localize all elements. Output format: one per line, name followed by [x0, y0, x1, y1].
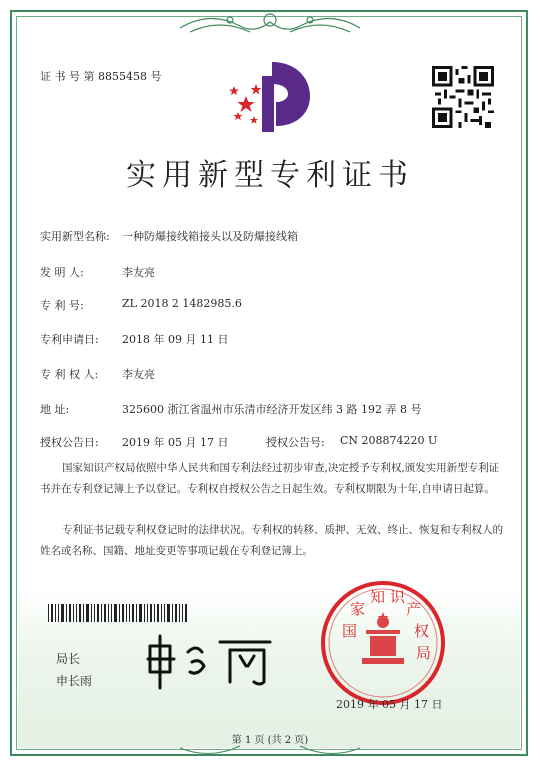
certificate-number [40, 68, 162, 84]
patentee-name: 李友亮 [122, 368, 155, 381]
patent-office-logo [226, 56, 318, 136]
director-name: 申长雨 [56, 674, 93, 688]
filing-date: 2018 年 09 月 11 日 [122, 333, 229, 346]
patentee-label: 专 利 权 人: [40, 368, 99, 381]
inventor-name: 李友亮 [122, 266, 155, 279]
seal-char-2: 家 [350, 600, 366, 618]
director-signature [140, 632, 280, 692]
legal-status-paragraph: 专利证书记载专利权登记时的法律状况。专利权的转移、质押、无效、终止、恢复和专利权人的姓名或名称、国籍、地址变更等事项记载在专利登记簿上。 [40, 524, 503, 557]
official-seal [318, 578, 448, 708]
grant-date-label: 授权公告日: [40, 436, 99, 449]
seal-char-3: 知 [370, 588, 386, 606]
director-title: 局长 [56, 652, 81, 666]
grant-number: CN 208874220 U [340, 434, 438, 447]
certificate-title: 实用新型专利证书 [126, 158, 414, 193]
utility-model-name-label: 实用新型名称: [40, 230, 110, 243]
top-ornament [170, 8, 370, 42]
barcode [48, 604, 188, 622]
grant-statement-paragraph: 国家知识产权局依照中华人民共和国专利法经过初步审查,决定授予专利权,颁发实用新型专利证书并在专利登记簿上予以登记。专利权自授权公告之日起生效。专利权期限为十年,自申请日起算。 [40, 462, 500, 495]
certificate-number-label: 证 书 号 第 [40, 70, 95, 83]
inventor-label: 发 明 人: [40, 266, 84, 279]
grant-date: 2019 年 05 月 17 日 [122, 436, 229, 449]
seal-char-7: 局 [416, 644, 432, 662]
seal-char-1: 国 [342, 622, 358, 640]
qr-code [432, 66, 494, 128]
seal-char-5: 产 [406, 600, 422, 618]
utility-model-name: 一种防爆接线箱接头以及防爆接线箱 [122, 230, 298, 243]
address: 325600 浙江省温州市乐清市经济开发区纬 3 路 192 弄 8 号 [122, 403, 422, 416]
page-indicator: 第 1 页 (共 2 页) [231, 735, 309, 746]
patent-number: ZL 2018 2 1482985.6 [122, 297, 242, 310]
grant-number-label: 授权公告号: [266, 436, 325, 449]
seal-char-6: 权 [414, 622, 430, 640]
patent-number-label: 专 利 号: [40, 299, 84, 312]
filing-date-label: 专利申请日: [40, 333, 99, 346]
certificate-number-suffix: 号 [150, 70, 162, 83]
certificate-number-value: 8855458 [98, 70, 147, 83]
address-label: 地 址: [40, 403, 70, 416]
seal-char-4: 识 [390, 588, 406, 606]
seal-date: 2019 年 05 月 17 日 [336, 698, 443, 711]
